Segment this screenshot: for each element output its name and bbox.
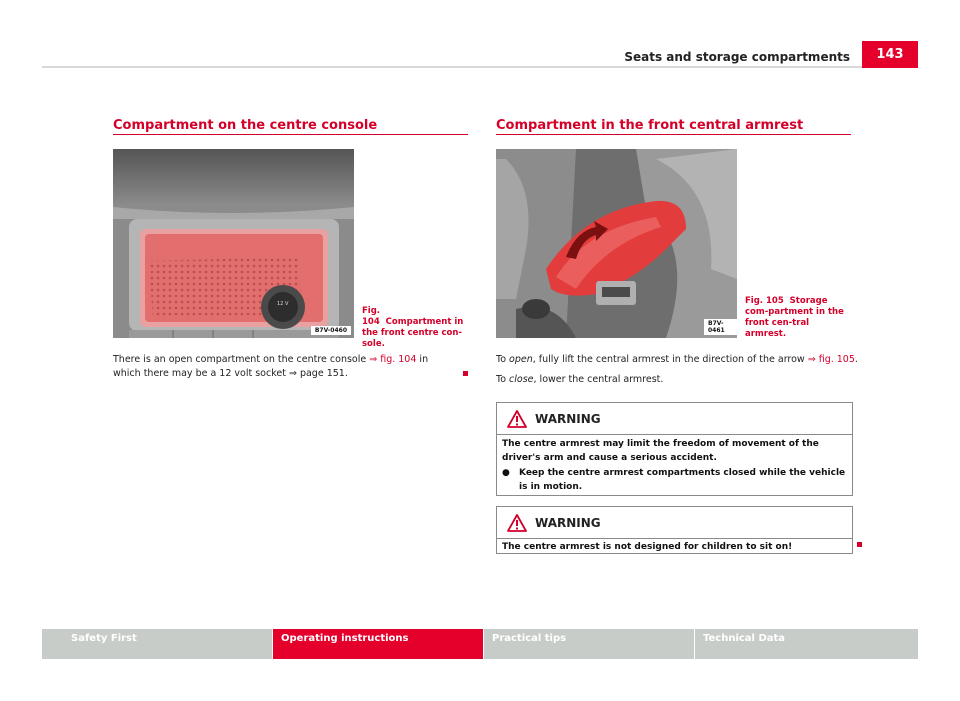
figure-code: B7V-0460 (311, 326, 351, 335)
warning-box (496, 506, 853, 554)
warning-box (496, 402, 853, 496)
tab-label: Technical Data (703, 633, 786, 644)
page-number: 143 (862, 41, 918, 68)
section-end-mark (463, 371, 468, 376)
warning-bullet (502, 466, 847, 494)
footer-tab-practical-tips[interactable] (484, 629, 694, 659)
warning-label: WARNING (535, 411, 601, 426)
footer-tab-safety-first[interactable] (42, 629, 272, 659)
warning-text: The centre armrest may limit the freedom of movement of the driver's arm and cause a serious accident. (502, 439, 819, 463)
text: . (344, 368, 348, 379)
section-rule (113, 134, 468, 135)
text: To (496, 374, 510, 385)
figure-caption (362, 306, 466, 350)
warning-text: The centre armrest is not designed for children to sit on! (502, 542, 793, 552)
bullet-text: Keep the centre armrest compartments closed while the vehicle is in motion. (519, 468, 846, 492)
paragraph-close (496, 373, 663, 387)
text: To (496, 354, 510, 365)
armrest-illustration (496, 149, 737, 338)
section-end-mark (857, 542, 862, 547)
warning-body (497, 435, 852, 498)
tab-label: Practical tips (492, 633, 567, 644)
caption-text: Compartment in the front centre con-sole. (362, 317, 464, 349)
emphasis: close (509, 374, 534, 385)
text: . (854, 354, 858, 365)
tab-label: Operating instructions (281, 633, 409, 644)
header-title: Seats and storage compartments (624, 50, 850, 64)
warning-triangle-icon (507, 410, 527, 428)
tab-label: Safety First (71, 633, 137, 644)
caption-number: Fig. 104 (362, 306, 381, 327)
figure-centre-console (113, 149, 354, 338)
paragraph-open (496, 353, 861, 367)
figure-code: B7V-0461 (704, 319, 737, 335)
centre-console-illustration (113, 149, 354, 338)
text: , lower the central armrest. (533, 374, 664, 385)
text: in which there may be a 12 volt socket (113, 354, 429, 379)
text: , fully lift the central armrest in the direction of the arrow (532, 354, 808, 365)
warning-header (497, 507, 852, 539)
warning-label: WARNING (535, 515, 601, 530)
header-rule (42, 66, 918, 68)
text: There is an open compartment on the centre console (113, 354, 370, 365)
figure-armrest (496, 149, 737, 338)
section-heading-armrest: Compartment in the front central armrest (496, 118, 804, 133)
page-link[interactable]: ⇒ page 151 (288, 368, 345, 379)
figure-link[interactable]: ⇒ fig. 105 (807, 354, 855, 365)
footer-tab-technical-data[interactable] (695, 629, 918, 659)
paragraph-centre-console (113, 353, 458, 381)
section-heading-centre-console: Compartment on the centre console (113, 118, 378, 133)
figure-link[interactable]: ⇒ fig. 104 (369, 354, 417, 365)
section-rule (496, 134, 851, 135)
footer-tab-operating-instructions[interactable] (273, 629, 483, 659)
socket-label: 12 V (277, 301, 289, 307)
figure-caption (745, 296, 851, 340)
warning-header (497, 403, 852, 435)
caption-text: Storage com-partment in the front cen-tral armrest. (745, 296, 844, 339)
caption-number: Fig. 105 (745, 296, 784, 306)
bullet-dot-icon: ● (502, 468, 510, 478)
warning-triangle-icon (507, 514, 527, 532)
emphasis: open (509, 354, 533, 365)
